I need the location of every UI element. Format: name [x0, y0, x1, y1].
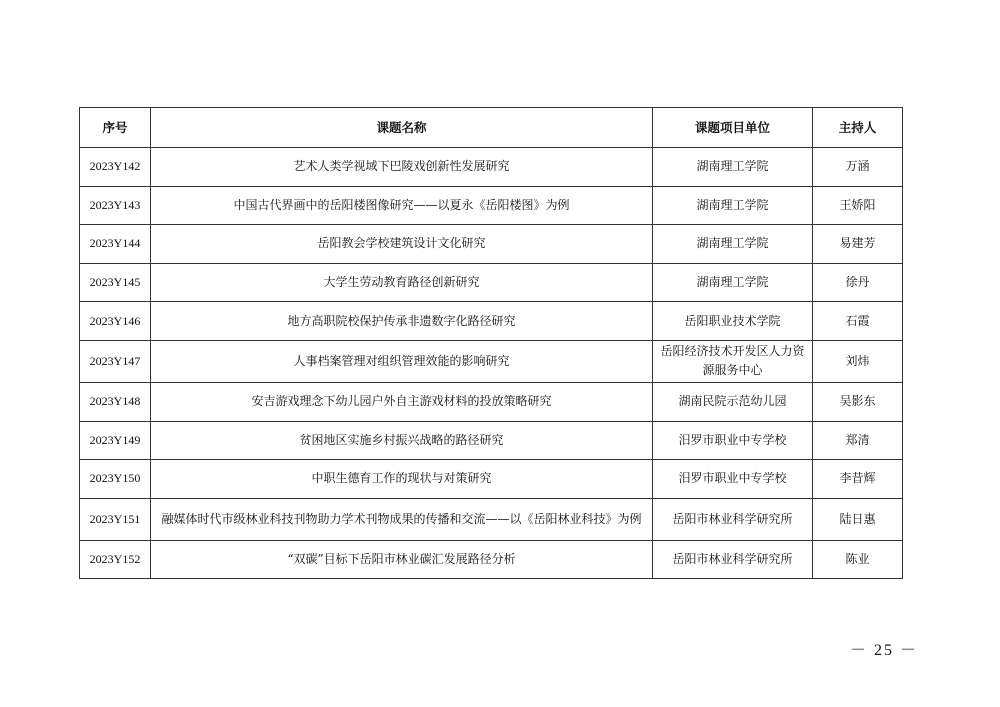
header-title: 课题名称 — [151, 108, 653, 148]
page-number: － 25 － — [849, 642, 918, 659]
cell-serial: 2023Y151 — [80, 498, 151, 540]
cell-title: 中国古代界画中的岳阳楼图像研究——以夏永《岳阳楼图》为例 — [151, 186, 653, 225]
project-table — [79, 107, 903, 579]
cell-title: 安吉游戏理念下幼儿园户外自主游戏材料的投放策略研究 — [151, 382, 653, 421]
cell-title: 贫困地区实施乡村振兴战略的路径研究 — [151, 421, 653, 460]
table-row — [80, 421, 903, 460]
cell-host: 易建芳 — [813, 225, 903, 264]
table-row — [80, 186, 903, 225]
cell-title: 融媒体时代市级林业科技刊物助力学术刊物成果的传播和交流——以《岳阳林业科技》为例 — [151, 498, 653, 540]
header-serial: 序号 — [80, 108, 151, 148]
cell-unit: 岳阳市林业科学研究所 — [653, 540, 813, 579]
cell-unit: 湖南理工学院 — [653, 225, 813, 264]
table-row — [80, 225, 903, 264]
cell-title: 中职生德育工作的现状与对策研究 — [151, 460, 653, 499]
cell-unit: 汨罗市职业中专学校 — [653, 460, 813, 499]
cell-title: 大学生劳动教育路径创新研究 — [151, 263, 653, 302]
cell-unit: 湖南理工学院 — [653, 186, 813, 225]
cell-host: 徐丹 — [813, 263, 903, 302]
cell-unit: 岳阳经济技术开发区人力资源服务中心 — [653, 340, 813, 382]
cell-serial: 2023Y144 — [80, 225, 151, 264]
cell-title: 艺术人类学视域下巴陵戏创新性发展研究 — [151, 148, 653, 187]
cell-serial: 2023Y148 — [80, 382, 151, 421]
cell-title: 人事档案管理对组织管理效能的影响研究 — [151, 340, 653, 382]
cell-title: 岳阳教会学校建筑设计文化研究 — [151, 225, 653, 264]
cell-host: 李昔辉 — [813, 460, 903, 499]
table-row — [80, 340, 903, 382]
table-row — [80, 460, 903, 499]
cell-unit: 湖南理工学院 — [653, 263, 813, 302]
table-row — [80, 263, 903, 302]
cell-serial: 2023Y149 — [80, 421, 151, 460]
cell-host: 刘炜 — [813, 340, 903, 382]
cell-title: 地方高职院校保护传承非遗数字化路径研究 — [151, 302, 653, 341]
cell-unit: 湖南理工学院 — [653, 148, 813, 187]
header-unit: 课题项目单位 — [653, 108, 813, 148]
cell-serial: 2023Y150 — [80, 460, 151, 499]
header-host: 主持人 — [813, 108, 903, 148]
cell-serial: 2023Y146 — [80, 302, 151, 341]
cell-serial: 2023Y143 — [80, 186, 151, 225]
cell-host: 陆日惠 — [813, 498, 903, 540]
cell-host: 王娇阳 — [813, 186, 903, 225]
table-row — [80, 498, 903, 540]
cell-serial: 2023Y147 — [80, 340, 151, 382]
table-row — [80, 302, 903, 341]
table-row — [80, 148, 903, 187]
cell-host: 郑清 — [813, 421, 903, 460]
cell-host: 石霞 — [813, 302, 903, 341]
table-row — [80, 540, 903, 579]
cell-unit: 汨罗市职业中专学校 — [653, 421, 813, 460]
table-row — [80, 382, 903, 421]
cell-title: “双碳”目标下岳阳市林业碳汇发展路径分析 — [151, 540, 653, 579]
cell-serial: 2023Y142 — [80, 148, 151, 187]
table-header-row — [80, 108, 903, 148]
cell-host: 万涵 — [813, 148, 903, 187]
cell-serial: 2023Y145 — [80, 263, 151, 302]
cell-host: 吴影东 — [813, 382, 903, 421]
cell-serial: 2023Y152 — [80, 540, 151, 579]
cell-unit: 岳阳市林业科学研究所 — [653, 498, 813, 540]
cell-host: 陈业 — [813, 540, 903, 579]
cell-unit: 岳阳职业技术学院 — [653, 302, 813, 341]
cell-unit: 湖南民院示范幼儿园 — [653, 382, 813, 421]
